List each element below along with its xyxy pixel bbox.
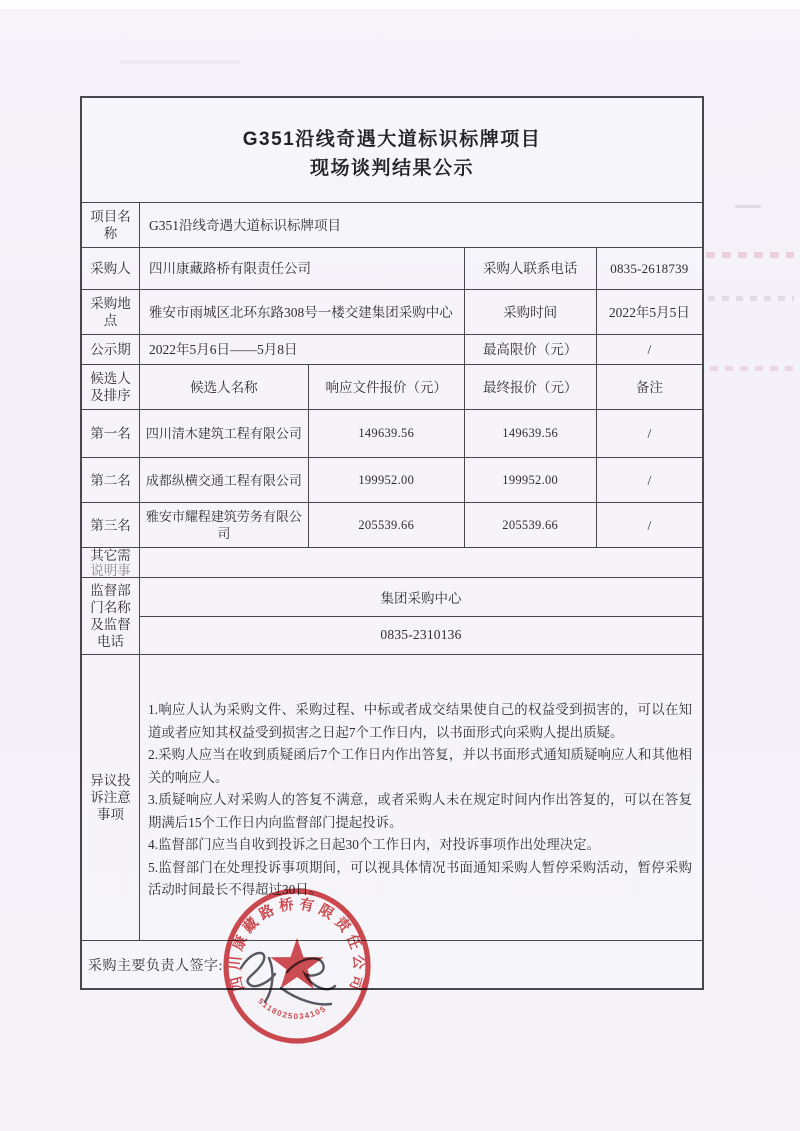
candidate-bid: 205539.66 <box>309 503 465 547</box>
objection-item-1: 1.响应人认为采购文件、采购过程、中标或者成交结果使自己的权益受到损害的，可以在知道或者应知其权益受到损害之日起7个工作日内，以书面形式向采购人提出质疑。 <box>148 702 692 740</box>
candidate-row-2 <box>82 458 702 503</box>
objection-item-4: 4.监督部门应当自收到投诉之日起30个工作日内，对投诉事项作出处理决定。 <box>148 837 600 853</box>
publicity-label: 公示期 <box>82 335 140 364</box>
purchase-time-label: 采购时间 <box>465 290 597 334</box>
scan-smudge <box>710 366 794 371</box>
row-objection <box>82 655 702 941</box>
candidate-name: 成都纵横交通工程有限公司 <box>140 458 309 502</box>
row-location <box>82 290 702 335</box>
supervision-label: 监督部门名称及监督电话 <box>82 578 140 654</box>
candidate-note: / <box>647 517 652 533</box>
scan-smudge <box>706 252 794 258</box>
candidate-rank: 第三名 <box>82 503 140 547</box>
location-label: 采购地点 <box>82 290 140 334</box>
purchase-time-value: 2022年5月5日 <box>608 304 690 320</box>
seal-number-text: 5118025034105 <box>256 996 329 1022</box>
candidate-row-1 <box>82 410 702 458</box>
supervision-phone: 0835-2310136 <box>380 627 462 643</box>
signature-stroke <box>281 988 331 1004</box>
candidate-name: 四川清木建筑工程有限公司 <box>140 410 309 457</box>
objection-label: 异议投诉注意事项 <box>82 655 140 940</box>
header-bid: 响应文件报价（元） <box>309 365 465 409</box>
header-note: 备注 <box>635 379 663 395</box>
candidate-bid: 149639.56 <box>309 410 465 457</box>
objection-item-5: 5.监督部门在处理投诉事项期间，可以视具体情况书面通知采购人暂停采购活动，暂停采购活动时间最长不得超过30日。 <box>148 859 692 898</box>
candidate-note: / <box>647 426 652 441</box>
header-name: 候选人名称 <box>140 365 309 409</box>
candidate-final: 149639.56 <box>465 410 597 457</box>
signature-stroke <box>287 958 335 989</box>
candidate-final: 199952.00 <box>465 458 597 502</box>
row-other-notes <box>82 548 702 578</box>
objection-item-3: 3.质疑响应人对采购人的答复不满意，或者采购人未在规定时间内作出答复的，可以在答复期满后15个工作日内向监督部门提起投诉。 <box>148 792 692 830</box>
publicity-value: 2022年5月6日——5月8日 <box>140 335 465 364</box>
row-signature <box>82 941 702 988</box>
scan-smudge <box>708 296 794 301</box>
row-supervision <box>82 578 702 655</box>
document-title <box>82 98 702 203</box>
max-price-label: 最高限价（元） <box>465 335 597 364</box>
purchaser-label: 采购人 <box>82 248 140 289</box>
project-name-value: G351沿线奇遇大道标识标牌项目 <box>149 217 341 233</box>
supervision-dept: 集团采购中心 <box>140 578 702 617</box>
header-rank: 候选人及排序 <box>82 365 140 409</box>
title-line-2: 现场谈判结果公示 <box>309 158 474 179</box>
row-publicity <box>82 335 702 365</box>
other-notes-label <box>82 548 140 577</box>
candidate-rank: 第二名 <box>82 458 140 502</box>
signature-label: 采购主要负责人签字: <box>88 958 223 974</box>
other-notes-label-line2: 说明事 <box>90 562 131 577</box>
header-final: 最终报价（元） <box>465 365 597 409</box>
purchaser-phone-value: 0835-2618739 <box>610 261 689 276</box>
candidate-row-3 <box>82 503 702 548</box>
scan-edge <box>0 0 800 9</box>
row-project-name <box>82 203 702 248</box>
candidate-note: / <box>647 472 652 488</box>
other-notes-label-line1: 其它需 <box>90 548 131 563</box>
other-notes-value <box>140 548 702 577</box>
candidate-rank: 第一名 <box>82 410 140 457</box>
max-price-value: / <box>647 342 652 357</box>
objection-item-2: 2.采购人应当在收到质疑函后7个工作日内作出答复，并以书面形式通知质疑响应人和其他相关的响应人。 <box>148 747 692 785</box>
candidates-header-row <box>82 365 702 410</box>
project-name-label: 项目名称 <box>82 203 140 247</box>
candidate-name: 雅安市耀程建筑劳务有限公司 <box>140 503 309 547</box>
row-purchaser <box>82 248 702 290</box>
announcement-table <box>80 96 704 990</box>
purchaser-phone-label: 采购人联系电话 <box>465 248 597 289</box>
title-line-1: G351沿线奇遇大道标识标牌项目 <box>242 129 542 150</box>
location-value: 雅安市雨城区北环东路308号一楼交建集团采购中心 <box>140 290 465 334</box>
handwritten-signature <box>235 938 350 1016</box>
candidate-bid: 199952.00 <box>309 458 465 502</box>
supervision-values <box>140 578 702 654</box>
scan-smudge <box>120 60 240 64</box>
seal-company-text: 四川康藏路桥有限责任公司 <box>227 896 367 997</box>
purchaser-value: 四川康藏路桥有限责任公司 <box>140 248 465 289</box>
scan-smudge <box>735 205 761 208</box>
candidate-final: 205539.66 <box>465 503 597 547</box>
